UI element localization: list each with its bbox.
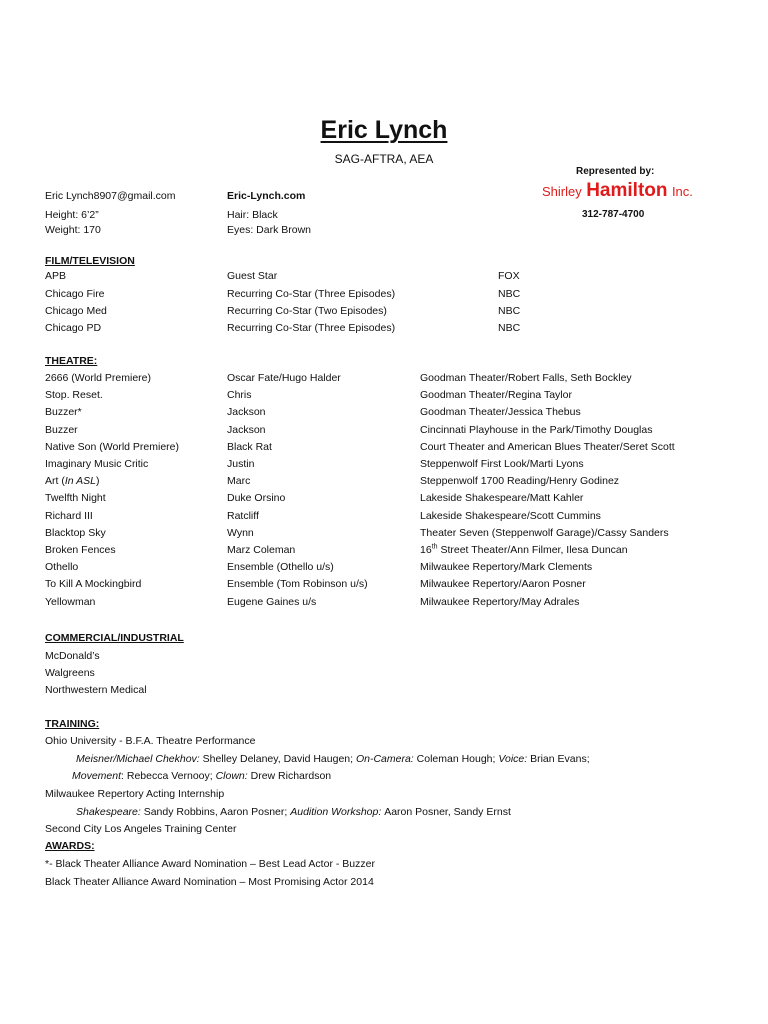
commercial-item: Northwestern Medical bbox=[45, 684, 147, 696]
agency-logo bbox=[542, 180, 693, 202]
venue-text: Steppenwolf First Look/Marti Lyons bbox=[420, 458, 584, 470]
theatre-role: Marz Coleman bbox=[227, 544, 296, 556]
theatre-venue bbox=[420, 475, 619, 488]
theatre-venue bbox=[420, 596, 579, 609]
theatre-venue bbox=[420, 458, 584, 471]
theatre-title bbox=[45, 578, 141, 591]
commercial-item: McDonald’s bbox=[45, 650, 100, 662]
venue-text: Goodman Theater/Jessica Thebus bbox=[420, 406, 581, 418]
theatre-role: Ensemble (Tom Robinson u/s) bbox=[227, 578, 368, 590]
training-category: On-Camera: bbox=[355, 753, 417, 765]
theatre-title bbox=[45, 596, 95, 609]
theatre-venue bbox=[420, 510, 601, 523]
represented-by-label: Represented by: bbox=[576, 166, 655, 177]
theatre-title-text: Blacktop Sky bbox=[45, 527, 106, 539]
venue-text: Court Theater and American Blues Theater/Seret Scott bbox=[420, 441, 675, 453]
theatre-title bbox=[45, 372, 151, 385]
venue-text: Steppenwolf 1700 Reading/Henry Godinez bbox=[420, 475, 620, 487]
theatre-title bbox=[45, 475, 99, 488]
theatre-title-text: Art bbox=[45, 475, 59, 487]
theatre-title-text: Twelfth Night bbox=[45, 492, 106, 504]
training-milwaukee: Milwaukee Repertory Acting Internship bbox=[45, 788, 225, 800]
theatre-role: Ensemble (Othello u/s) bbox=[227, 561, 334, 573]
training-category: Voice: bbox=[498, 753, 531, 765]
website: Eric-Lynch.com bbox=[227, 190, 306, 202]
actor-name: Eric Lynch bbox=[320, 116, 448, 144]
training-instructors: Brian Evans; bbox=[530, 753, 590, 765]
film-role: Recurring Co-Star (Three Episodes) bbox=[227, 288, 396, 300]
theatre-title bbox=[45, 510, 93, 523]
training-category: Clown: bbox=[215, 770, 251, 782]
theatre-role: Ratcliff bbox=[227, 510, 259, 522]
awards-heading: AWARDS: bbox=[45, 840, 95, 852]
training-instructors: Drew Richardson bbox=[250, 770, 332, 782]
theatre-venue bbox=[420, 441, 675, 454]
theatre-role: Marc bbox=[227, 475, 251, 487]
theatre-venue bbox=[420, 424, 652, 437]
training-ohio-detail-2 bbox=[72, 770, 331, 783]
commercial-heading: COMMERCIAL/INDUSTRIAL bbox=[45, 632, 184, 644]
theatre-title-text: Yellowman bbox=[45, 596, 96, 608]
film-title: APB bbox=[45, 270, 67, 282]
training-category: Shakespeare: bbox=[76, 806, 144, 818]
theatre-venue bbox=[420, 372, 632, 385]
theatre-title-text: Stop. Reset. bbox=[45, 389, 103, 401]
training-category: Meisner/Michael Chekhov: bbox=[76, 753, 203, 765]
venue-text: Goodman Theater/Regina Taylor bbox=[420, 389, 572, 401]
venue-text: Milwaukee Repertory/Mark Clements bbox=[420, 561, 593, 573]
theatre-title-text: Imaginary Music Critic bbox=[45, 458, 149, 470]
theatre-title-text: Broken Fences bbox=[45, 544, 116, 556]
venue-number: 16 bbox=[420, 544, 432, 556]
venue-text: Theater Seven (Steppenwolf Garage)/Cassy Sanders bbox=[420, 527, 669, 539]
film-network: FOX bbox=[498, 270, 520, 282]
theatre-title-text: Native Son (World Premiere) bbox=[45, 441, 180, 453]
film-network: NBC bbox=[498, 288, 521, 300]
height: Height: 6’2” bbox=[45, 209, 99, 221]
theatre-title bbox=[45, 492, 106, 505]
training-instructors: Shelley Delaney, David Haugen; bbox=[202, 753, 356, 765]
venue-text: Street Theater/Ann Filmer, Ilesa Duncan bbox=[437, 544, 628, 556]
theatre-venue bbox=[420, 578, 586, 591]
training-instructors: Sandy Robbins, Aaron Posner; bbox=[143, 806, 291, 818]
theatre-title-text: Othello bbox=[45, 561, 79, 573]
award-item: Black Theater Alliance Award Nomination – Most Promising Actor 2014 bbox=[45, 876, 374, 888]
weight: Weight: 170 bbox=[45, 224, 101, 236]
theatre-title-text: Richard III bbox=[45, 510, 93, 522]
theatre-venue bbox=[420, 406, 581, 419]
training-second-city: Second City Los Angeles Training Center bbox=[45, 823, 237, 835]
training-category: Movement bbox=[72, 770, 122, 782]
theatre-venue bbox=[420, 389, 572, 402]
theatre-title-text: 2666 (World Premiere) bbox=[45, 372, 152, 384]
theatre-title bbox=[45, 527, 106, 540]
film-title: Chicago Fire bbox=[45, 288, 105, 300]
theatre-role: Black Rat bbox=[227, 441, 272, 453]
email: Eric Lynch8907@gmail.com bbox=[45, 190, 176, 202]
theatre-role: Eugene Gaines u/s bbox=[227, 596, 317, 608]
theatre-title bbox=[45, 389, 103, 402]
theatre-title-text: To Kill A Mockingbird bbox=[45, 578, 142, 590]
theatre-role: Jackson bbox=[227, 406, 266, 418]
agency-suffix: Inc. bbox=[671, 184, 693, 199]
theatre-role: Wynn bbox=[227, 527, 254, 539]
theatre-role: Justin bbox=[227, 458, 255, 470]
theatre-title-text: Buzzer* bbox=[45, 406, 82, 418]
training-heading: TRAINING: bbox=[45, 718, 100, 730]
theatre-role: Oscar Fate/Hugo Halder bbox=[227, 372, 341, 384]
theatre-heading: THEATRE: bbox=[45, 355, 98, 367]
theatre-role: Chris bbox=[227, 389, 252, 401]
commercial-item: Walgreens bbox=[45, 667, 95, 679]
union-affiliations: SAG-AFTRA, AEA bbox=[334, 152, 434, 166]
training-ohio-detail-1 bbox=[76, 753, 590, 766]
film-role: Guest Star bbox=[227, 270, 278, 282]
film-role: Recurring Co-Star (Three Episodes) bbox=[227, 322, 396, 334]
venue-text: Milwaukee Repertory/May Adrales bbox=[420, 596, 580, 608]
theatre-title bbox=[45, 561, 78, 574]
film-network: NBC bbox=[498, 322, 521, 334]
award-item: *- Black Theater Alliance Award Nomination – Best Lead Actor - Buzzer bbox=[45, 858, 375, 870]
training-instructors: : Rebecca Vernooy; bbox=[121, 770, 216, 782]
venue-ordinal: th bbox=[431, 543, 438, 551]
theatre-role: Duke Orsino bbox=[227, 492, 286, 504]
hair: Hair: Black bbox=[227, 209, 278, 221]
theatre-title bbox=[45, 544, 116, 557]
training-ohio: Ohio University - B.F.A. Theatre Performance bbox=[45, 735, 256, 747]
training-instructors: Aaron Posner, Sandy Ernst bbox=[384, 806, 511, 818]
theatre-title-text: Buzzer bbox=[45, 424, 78, 436]
agency-main: Hamilton bbox=[586, 180, 668, 201]
training-milwaukee-detail bbox=[76, 806, 511, 819]
theatre-title bbox=[45, 458, 148, 471]
film-role: Recurring Co-Star (Two Episodes) bbox=[227, 305, 387, 317]
theatre-venue bbox=[420, 527, 669, 540]
theatre-role: Jackson bbox=[227, 424, 266, 436]
film-title: Chicago PD bbox=[45, 322, 102, 334]
film-title: Chicago Med bbox=[45, 305, 107, 317]
theatre-venue bbox=[420, 561, 592, 574]
theatre-title-open: ( bbox=[58, 475, 65, 487]
venue-text: Milwaukee Repertory/Aaron Posner bbox=[420, 578, 586, 590]
agency-phone: 312-787-4700 bbox=[582, 209, 645, 220]
theatre-title bbox=[45, 441, 179, 454]
venue-text: Goodman Theater/Robert Falls, Seth Bockley bbox=[420, 372, 632, 384]
theatre-title bbox=[45, 424, 78, 437]
agency-first: Shirley bbox=[542, 184, 582, 199]
venue-text: Lakeside Shakespeare/Matt Kahler bbox=[420, 492, 584, 504]
training-category: Audition Workshop: bbox=[290, 806, 385, 818]
venue-text: Lakeside Shakespeare/Scott Cummins bbox=[420, 510, 601, 522]
film-network: NBC bbox=[498, 305, 521, 317]
theatre-venue bbox=[420, 492, 583, 505]
film-tv-heading: FILM/TELEVISION bbox=[45, 255, 135, 267]
training-instructors: Coleman Hough; bbox=[416, 753, 499, 765]
theatre-title-close: ) bbox=[95, 475, 100, 487]
theatre-title bbox=[45, 406, 82, 419]
venue-text: Cincinnati Playhouse in the Park/Timothy Douglas bbox=[420, 424, 653, 436]
theatre-title-note: In ASL bbox=[64, 475, 96, 487]
eyes: Eyes: Dark Brown bbox=[227, 224, 312, 236]
theatre-venue bbox=[420, 544, 628, 557]
